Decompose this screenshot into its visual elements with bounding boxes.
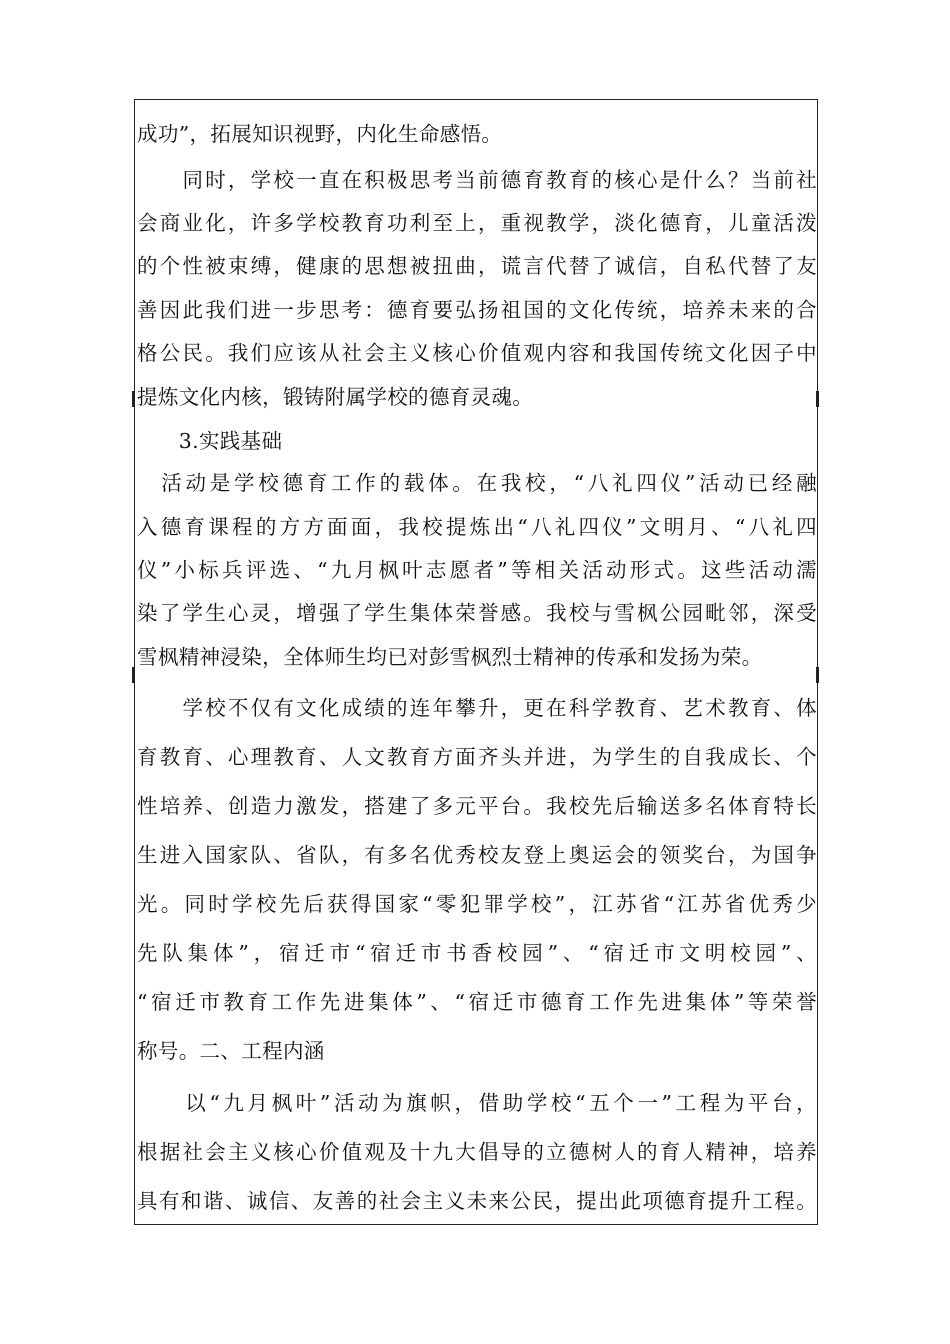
text-line: 以“九月枫叶”活动为旗帜，借助学校“五个一”工程为平台， [137,1091,817,1115]
section-heading: 3.实践基础 [137,429,283,453]
row-divider-mark-left [132,391,135,407]
text-line: 育教育、心理教育、人文教育方面齐头并进，为学生的自我成长、个 [137,745,817,769]
text-line: 先队集体”，宿迁市“宿迁市书香校园”、“宿迁市文明校园”、 [137,941,817,965]
text-line: 的个性被束缚，健康的思想被扭曲，谎言代替了诚信，自私代替了友 [137,254,817,278]
text-line: 光。同时学校先后获得国家“零犯罪学校”，江苏省“江苏省优秀少 [137,892,817,916]
text-line: 称号。二、工程内涵 [137,1039,325,1063]
text-line: 入德育课程的方方面面，我校提炼出“八礼四仪”文明月、“八礼四 [137,515,817,539]
text-line: 根据社会主义核心价值观及十九大倡导的立德树人的育人精神，培养 [137,1140,817,1164]
text-line: 格公民。我们应该从社会主义核心价值观内容和我国传统文化因子中 [137,341,817,365]
text-line: 同时，学校一直在积极思考当前德育教育的核心是什么？当前社 [137,168,817,192]
text-line: 善因此我们进一步思考：德育要弘扬祖国的文化传统，培养未来的合 [137,298,817,322]
text-line: 学校不仅有文化成绩的连年攀升，更在科学教育、艺术教育、体 [137,696,817,720]
text-line: 仪”小标兵评选、“九月枫叶志愿者”等相关活动形式。这些活动濡 [137,558,817,582]
text-line: 提炼文化内核，锻铸附属学校的德育灵魂。 [137,385,534,409]
text-line: 成功”，拓展知识视野，内化生命感悟。 [137,122,503,146]
row-divider-mark-left [132,667,135,683]
text-line: “宿迁市教育工作先进集体”、“宿迁市德育工作先进集体”等荣誉 [137,990,817,1014]
text-line: 活动是学校德育工作的载体。在我校，“八礼四仪”活动已经融 [137,471,817,495]
text-line: 染了学生心灵，增强了学生集体荣誉感。我校与雪枫公园毗邻，深受 [137,601,817,625]
text-line: 雪枫精神浸染，全体师生均已对彭雪枫烈士精神的传承和发扬为荣。 [137,645,763,669]
text-line: 具有和谐、诚信、友善的社会主义未来公民，提出此项德育提升工程。 [137,1189,817,1213]
text-line: 性培养、创造力激发，搭建了多元平台。我校先后输送多名体育特长 [137,794,817,818]
text-line: 生进入国家队、省队，有多名优秀校友登上奥运会的领奖台，为国争 [137,843,817,867]
text-line: 会商业化，许多学校教育功利至上，重视教学，淡化德育，儿童活泼 [137,211,817,235]
